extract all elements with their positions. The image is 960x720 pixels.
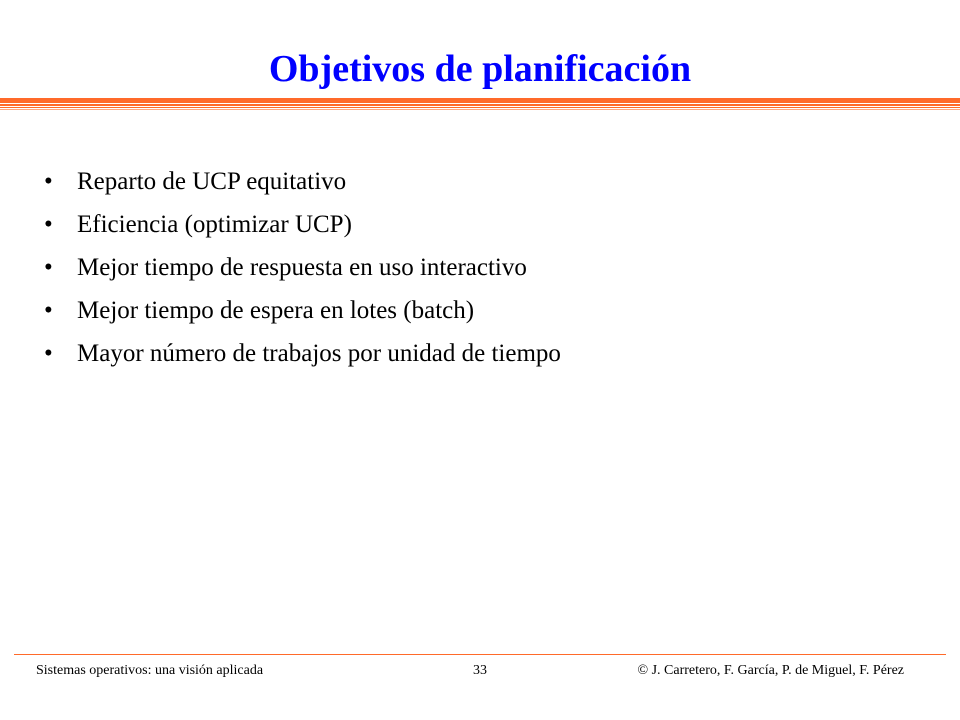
title-underline-band	[0, 104, 960, 106]
list-item	[44, 289, 561, 332]
slide-title: Objetivos de planificación	[268, 48, 692, 90]
list-item	[44, 160, 561, 203]
bullet-icon: •	[44, 254, 53, 281]
bullet-text: Reparto de UCP equitativo	[77, 168, 347, 195]
list-item	[44, 332, 561, 375]
bullet-icon: •	[44, 168, 53, 195]
title-underline-band	[0, 109, 960, 110]
bullet-text: Mejor tiempo de respuesta en uso interactivo	[77, 254, 527, 281]
footer-book-title: Sistemas operativos: una visión aplicada	[36, 663, 264, 678]
bullet-icon: •	[44, 211, 53, 238]
title-underline-band	[0, 107, 960, 108]
bullet-icon: •	[44, 340, 53, 367]
bullet-text: Eficiencia (optimizar UCP)	[77, 211, 352, 238]
page-number: 33	[473, 663, 487, 678]
list-item	[44, 203, 561, 246]
bullet-list	[44, 160, 561, 375]
bullet-text: Mejor tiempo de espera en lotes (batch)	[77, 297, 475, 324]
bullet-icon: •	[44, 297, 53, 324]
title-underline	[0, 98, 960, 112]
footer-copyright: © J. Carretero, F. García, P. de Miguel, F. Pérez	[637, 663, 904, 678]
list-item	[44, 246, 561, 289]
footer-divider	[14, 654, 946, 655]
title-underline-band	[0, 98, 960, 103]
bullet-text: Mayor número de trabajos por unidad de tiempo	[77, 340, 561, 367]
